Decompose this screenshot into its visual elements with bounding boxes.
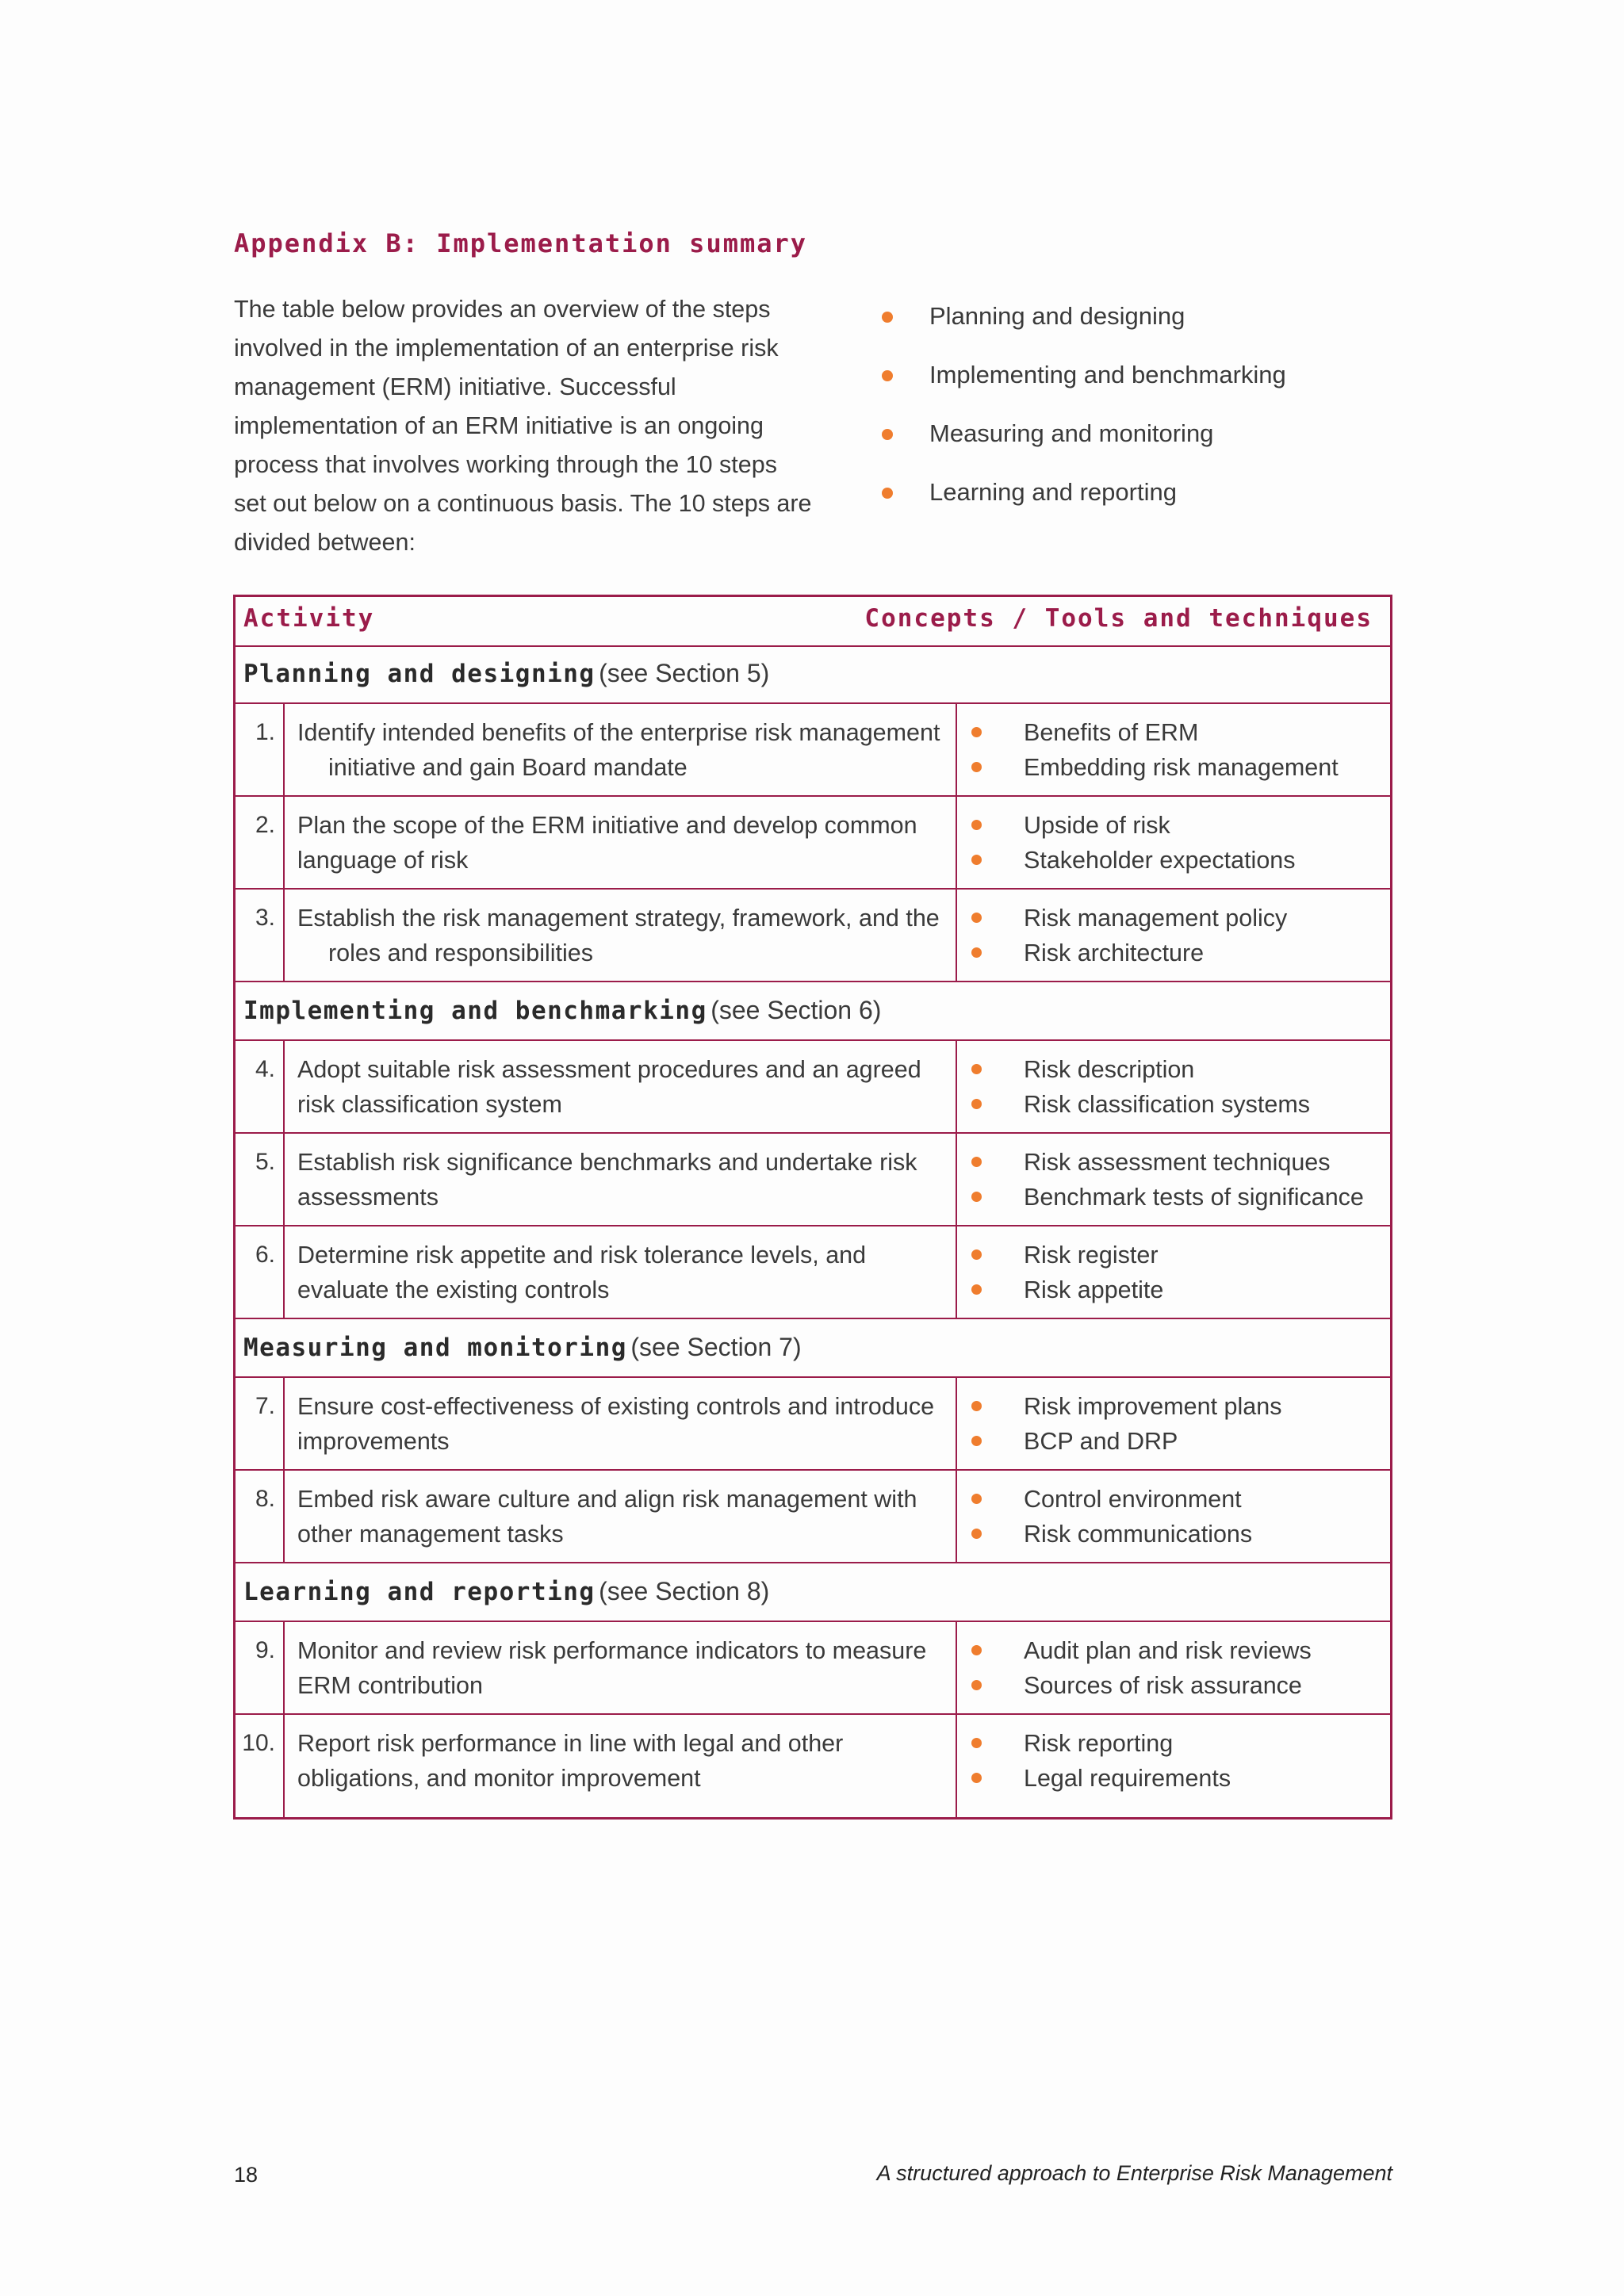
step-number: 1. xyxy=(236,704,285,795)
concept-item xyxy=(957,1668,1390,1703)
division-item xyxy=(880,287,1286,346)
concept-label: Risk register xyxy=(1024,1242,1159,1269)
concepts-cell xyxy=(957,890,1390,992)
step-number: 10. xyxy=(236,1715,285,1817)
table-row xyxy=(236,1134,1390,1226)
concept-item xyxy=(957,1424,1390,1459)
section-ref: (see Section 7) xyxy=(630,1333,802,1361)
concept-label: Legal requirements xyxy=(1024,1765,1231,1792)
section-title: Learning and reporting xyxy=(243,1578,596,1606)
step-number: 5. xyxy=(236,1134,285,1225)
bullet-icon xyxy=(882,488,893,499)
concepts-cell xyxy=(957,797,1390,899)
section-ref: (see Section 6) xyxy=(710,996,882,1024)
section-title: Implementing and benchmarking xyxy=(243,997,707,1025)
footer-title: A structured approach to Enterprise Risk Management xyxy=(876,2161,1392,2185)
concept-label: BCP and DRP xyxy=(1024,1428,1178,1455)
step-description: Establish risk significance benchmarks and undertake risk assessments xyxy=(285,1134,957,1225)
concept-label: Risk assessment techniques xyxy=(1024,1149,1331,1176)
section-ref: (see Section 8) xyxy=(599,1577,770,1605)
concepts-cell xyxy=(957,1715,1390,1828)
step-number: 9. xyxy=(236,1622,285,1713)
bullet-icon xyxy=(971,947,982,958)
concepts-cell xyxy=(957,1226,1390,1329)
step-description: Plan the scope of the ERM initiative and develop common language of risk xyxy=(285,797,957,888)
concept-item xyxy=(957,1761,1390,1796)
table-row xyxy=(236,1622,1390,1715)
step-description: Establish the risk management strategy, framework, and the roles and responsibilities xyxy=(285,890,957,981)
concept-item xyxy=(957,750,1390,785)
table-row xyxy=(236,1715,1390,1817)
step-number: 6. xyxy=(236,1226,285,1318)
divisions-list xyxy=(880,287,1286,522)
division-label: Measuring and monitoring xyxy=(929,419,1214,447)
table-header xyxy=(236,597,1390,647)
bullet-icon xyxy=(971,1157,982,1167)
step-description: Ensure cost-effectiveness of existing controls and introduce improvements xyxy=(285,1378,957,1469)
concept-label: Sources of risk assurance xyxy=(1024,1672,1302,1699)
concept-item xyxy=(957,1238,1390,1272)
section-title: Planning and designing xyxy=(243,660,596,688)
concept-item xyxy=(957,1272,1390,1307)
concept-item xyxy=(957,715,1390,750)
concept-label: Risk improvement plans xyxy=(1024,1393,1282,1420)
concepts-cell xyxy=(957,1378,1390,1480)
section-row-implementing xyxy=(236,982,1390,1041)
bullet-icon xyxy=(971,1680,982,1690)
concept-item xyxy=(957,1726,1390,1761)
step-description: Embed risk aware culture and align risk management with other management tasks xyxy=(285,1471,957,1562)
bullet-icon xyxy=(971,727,982,737)
division-label: Implementing and benchmarking xyxy=(929,361,1286,388)
bullet-icon xyxy=(971,1645,982,1655)
division-item xyxy=(880,346,1286,404)
concept-label: Risk communications xyxy=(1024,1521,1253,1548)
concept-label: Risk reporting xyxy=(1024,1730,1174,1757)
bullet-icon xyxy=(971,1436,982,1446)
bullet-icon xyxy=(971,820,982,830)
bullet-icon xyxy=(971,1401,982,1411)
section-title: Measuring and monitoring xyxy=(243,1334,627,1362)
bullet-icon xyxy=(882,370,893,381)
concept-item xyxy=(957,1517,1390,1552)
concept-item xyxy=(957,901,1390,936)
concept-item xyxy=(957,1180,1390,1215)
table-row xyxy=(236,1471,1390,1563)
bullet-icon xyxy=(882,429,893,440)
concept-label: Risk management policy xyxy=(1024,905,1288,932)
implementation-table xyxy=(233,595,1392,1820)
concept-label: Control environment xyxy=(1024,1486,1242,1513)
step-description: Adopt suitable risk assessment procedures and an agreed risk classification system xyxy=(285,1041,957,1132)
section-ref: (see Section 5) xyxy=(599,659,770,687)
step-number: 7. xyxy=(236,1378,285,1469)
concepts-cell xyxy=(957,1622,1390,1724)
concept-label: Risk description xyxy=(1024,1056,1195,1083)
concept-label: Stakeholder expectations xyxy=(1024,847,1296,874)
concept-item xyxy=(957,1633,1390,1668)
intro-paragraph: The table below provides an overview of the steps involved in the implementation of an enterprise risk management (ERM) initiative. Successful implementation of an ERM initiative is an ongoing process that involves working through the 10 steps set out below on a continuous basis. The 10 steps are divided between: xyxy=(234,296,812,556)
bullet-icon xyxy=(971,1249,982,1260)
concept-label: Audit plan and risk reviews xyxy=(1024,1637,1312,1664)
table-row xyxy=(236,1378,1390,1471)
concept-item xyxy=(957,843,1390,878)
concepts-cell xyxy=(957,1041,1390,1143)
bullet-icon xyxy=(882,312,893,323)
section-row-measuring xyxy=(236,1319,1390,1378)
step-number: 3. xyxy=(236,890,285,981)
concepts-cell xyxy=(957,704,1390,806)
concept-item xyxy=(957,936,1390,970)
step-description: Identify intended benefits of the enterprise risk management initiative and gain Board mandate xyxy=(285,704,957,795)
bullet-icon xyxy=(971,1738,982,1748)
step-number: 4. xyxy=(236,1041,285,1132)
concept-label: Upside of risk xyxy=(1024,812,1170,839)
step-description: Determine risk appetite and risk tolerance levels, and evaluate the existing controls xyxy=(285,1226,957,1318)
bullet-icon xyxy=(971,855,982,865)
page-number: 18 xyxy=(234,2163,259,2187)
division-item xyxy=(880,404,1286,463)
step-description: Report risk performance in line with legal and other obligations, and monitor improvement xyxy=(285,1715,957,1817)
activity-column-header: Activity xyxy=(243,604,375,633)
table-row xyxy=(236,890,1390,982)
concept-item xyxy=(957,1389,1390,1424)
section-row-learning xyxy=(236,1563,1390,1622)
concept-item xyxy=(957,1087,1390,1122)
concepts-column-header: Concepts / Tools and techniques xyxy=(864,604,1373,633)
concept-item xyxy=(957,1145,1390,1180)
step-number: 8. xyxy=(236,1471,285,1562)
concept-label: Benchmark tests of significance xyxy=(1024,1184,1364,1211)
table-row xyxy=(236,704,1390,797)
concept-label: Risk appetite xyxy=(1024,1276,1164,1303)
bullet-icon xyxy=(971,913,982,923)
concept-label: Risk architecture xyxy=(1024,939,1205,966)
step-description: Monitor and review risk performance indicators to measure ERM contribution xyxy=(285,1622,957,1713)
concept-label: Risk classification systems xyxy=(1024,1091,1310,1118)
concept-item xyxy=(957,1482,1390,1517)
bullet-icon xyxy=(971,1064,982,1074)
bullet-icon xyxy=(971,1773,982,1783)
step-number: 2. xyxy=(236,797,285,888)
concepts-cell xyxy=(957,1471,1390,1573)
bullet-icon xyxy=(971,762,982,772)
bullet-icon xyxy=(971,1192,982,1202)
bullet-icon xyxy=(971,1284,982,1295)
concept-label: Embedding risk management xyxy=(1024,754,1339,781)
bullet-icon xyxy=(971,1099,982,1109)
table-row xyxy=(236,797,1390,890)
concept-item xyxy=(957,1052,1390,1087)
concept-label: Benefits of ERM xyxy=(1024,719,1199,746)
concept-item xyxy=(957,808,1390,843)
concepts-cell xyxy=(957,1134,1390,1236)
bullet-icon xyxy=(971,1494,982,1504)
division-label: Planning and designing xyxy=(929,302,1185,330)
bullet-icon xyxy=(971,1529,982,1539)
table-row xyxy=(236,1041,1390,1134)
division-label: Learning and reporting xyxy=(929,478,1177,506)
section-row-planning xyxy=(236,645,1390,704)
page-heading: Appendix B: Implementation summary xyxy=(234,228,808,258)
division-item xyxy=(880,463,1286,522)
table-row xyxy=(236,1226,1390,1319)
